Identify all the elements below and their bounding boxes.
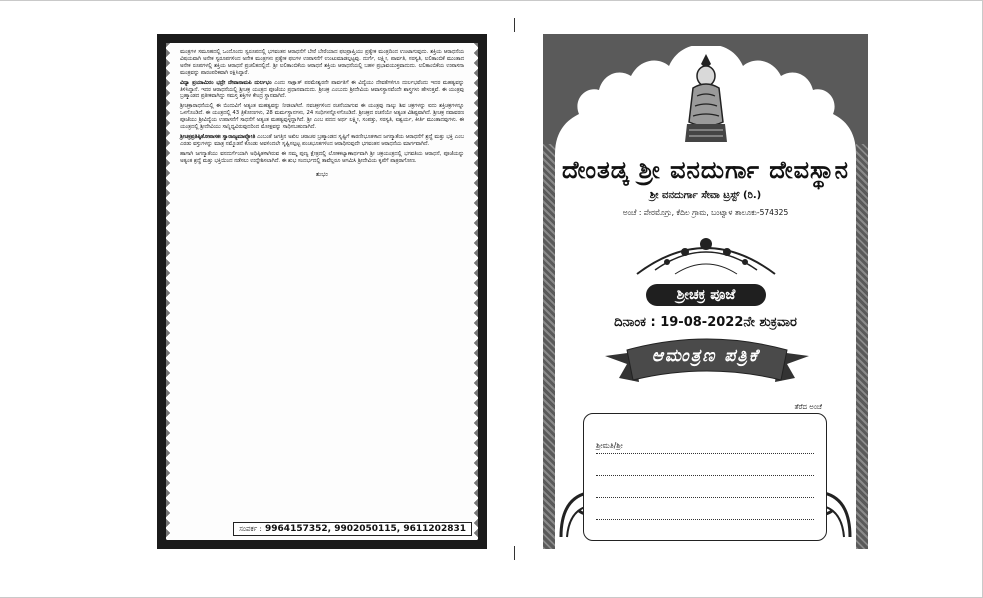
address-line bbox=[596, 476, 814, 498]
contact-label: ಸಂಪರ್ಕ : bbox=[239, 525, 262, 533]
paragraph-text: ಎಂಬಂತೆ ಜಗತ್ತಿನ ಅಖಿಲ ಚರಾಚರ ಬ್ರಹ್ಮಾಂಡದ ಸೃಷ್ಟಿಗೆ ಕಾರಣೀಭೂತಳಾದ ಜಗನ್ಮಾತೆಯ ಆರಾಧನೆಗೆ ಶ್ರದ್ಧೆ ಮತ್ತು ಭಕ್ತಿ ಎಂಬ ಎರಡು ವಸ್ತುಗಳನ್ನು ಮಾತ್ರ ನಮ್ಮೊಡನೆ ಕೊಂಡು ಅವಳಿಂದಲೇ ಸೃಷ್ಟಿಸಲ್ಪಟ್ಟ ಪಂಚಭೂತಗಳಿಂದ ಆರಾಧಿಸುವುದೇ ಭಗವಂತನ ಆರಾಧನೆಯ ಮಾರ್ಗವಾಗಿದೆ. bbox=[180, 133, 464, 147]
right-page-front bbox=[543, 34, 868, 549]
paragraph-lead: ವಿದ್ಯಾ ಪ್ರಯಾಮಿರಂ ಭದ್ರೇ ದೇವಾನಾಮಪಿ ದುರ್ಲಭಂ bbox=[180, 79, 272, 86]
contact-numbers: 9964157352, 9902050115, 9611202831 bbox=[265, 524, 466, 534]
floral-ornament bbox=[635, 230, 777, 276]
recipient-label: ಶ್ರೀಮತಿ/ಶ್ರೀ bbox=[596, 441, 623, 450]
event-date: ದಿನಾಂಕ : 19-08-2022ನೇ ಶುಕ್ರವಾರ bbox=[614, 315, 797, 330]
paragraph-1 bbox=[180, 49, 464, 77]
right-zigzag-border bbox=[471, 43, 478, 540]
left-page-content bbox=[166, 43, 478, 540]
top-frame-line bbox=[0, 0, 983, 1]
left-zigzag-border bbox=[166, 43, 173, 540]
paragraph-2 bbox=[180, 80, 464, 101]
recipient-address-box bbox=[583, 413, 827, 541]
trust-name: ಶ್ರೀ ವನದುರ್ಗಾ ಸೇವಾ ಟ್ರಸ್ಟ್ (ರಿ.) bbox=[649, 190, 762, 201]
closing-word: ಶುಭಂ bbox=[316, 170, 328, 178]
paragraph-text: ಹಾಗಾಗಿ ಜಗನ್ಮಾತೆಯು ವನದುರ್ಗೆಯಾಗಿ ಅಧಿಷ್ಠಿತಳಾಗಿರುವ ಈ ನಮ್ಮ ಪುಣ್ಯ ಕ್ಷೇತ್ರದಲ್ಲಿ ಲೋಕಕಲ್ಯಾಣಾರ್ಥವಾಗಿ ಶ್ರೀ ಚಕ್ರಯಂತ್ರದಲ್ಲಿ ಭಗವತಿಯ ಆರಾಧನೆ, ಪೂಜೆಯನ್ನು ಅತ್ಯಂತ ಶ್ರದ್ಧೆ ಮತ್ತು ಭಕ್ತಿಯಿಂದ ನಡೆಸಲು ಉದ್ದೇಶಿಸಲಾಗಿದೆ. ಈ ಶುಭ ಸಂದರ್ಭದಲ್ಲಿ ತಾವೆಲ್ಲರೂ ಆಗಮಿಸಿ ಶ್ರೀದೇವಿಯ ಕೃಪೆಗೆ ಪಾತ್ರರಾಗೋಣ. bbox=[180, 150, 464, 164]
sender-label: ತೆರೆದ ಅಂಚೆ bbox=[794, 403, 822, 411]
temple-address: ಅಂಚೆ : ಪೇರಮೊಗ್ರು, ಕೆದಿಲ ಗ್ರಾಮ, ಬಂಟ್ವಾಳ ತಾಲೂಕು-574325 bbox=[622, 208, 789, 217]
invitation-title: ಆಮಂತ್ರಣ ಪತ್ರಿಕೆ bbox=[651, 346, 760, 366]
paragraph-text: ಎಂದು ಸಾಕ್ಷಾತ್ ಪರಮೇಶ್ವರನೇ ಪಾರ್ವತಿಗೆ ಈ ವಿದ್ಯೆಯು ದೇವತೆಗಳಿಗೂ ದುರ್ಲಭವೆಂದು ಇದರ ಮಹತ್ವವನ್ನು ತಿಳಿಸಿದ್ದಾನೆ. ಇದರ ಆರಾಧನೆಯಲ್ಲಿ ಶ್ರೀಚಕ್ರ ಯಂತ್ರದ ಪೂಜೆಯು ಪ್ರಧಾನವಾದುದು. ಶ್ರೀಚಕ್ರ ಎಂಬುದು ಶ್ರೀದೇವಿಯ ಆವಾಸಸ್ಥಾನವೆಂದೇ ಶಾಸ್ತ್ರಗಳು ಹೇಳುತ್ತವೆ. ಈ ಯಂತ್ರವು ಬ್ರಹ್ಮಾಂಡದ ಪ್ರತೀಕವಾಗಿದ್ದು ಸಮಸ್ತ ಶಕ್ತಿಗಳ ಕೇಂದ್ರ ಸ್ಥಾನವಾಗಿದೆ. bbox=[180, 79, 465, 100]
left-page-back bbox=[157, 34, 487, 549]
crop-mark-top bbox=[514, 18, 515, 32]
paragraph-text: ಮಂತ್ರಗಳ ಸಮೂಹದಲ್ಲಿ ಒಂದೊಂದು ಸ್ವರೂಪದಲ್ಲಿ ಭಗವಂತನ ಆರಾಧನೆಗೆ ಬೇರೆ ಬೇರೆಯಾದ ಫಲಪ್ರಾಪ್ತಿಯು ಪ್ರತ್ಯೇಕ ಮಂತ್ರದಿಂದ ಉಂಟಾಗುವುದು. ಶಕ್ತಿಯ ಆರಾಧನೆಯ ವಿಷಯವಾಗಿ ಅನೇಕ ಸ್ವರೂಪಗಳಿಂದ ಅನೇಕ ಮಂತ್ರಗಳು ಪ್ರತ್ಯೇಕ ಫಲಗಳ ಉಪಾಸನೆಗೆ ಉಂಟುಮಾಡಲ್ಪಟ್ಟವು. ದುರ್ಗೆ, ಲಕ್ಷ್ಮೀ, ಪಾರ್ವತಿ, ಸರಸ್ವತಿ, ಲಲಿತಾಂಬಿಕೆ ಮುಂತಾದ ಅನೇಕ ರೂಪಗಳಲ್ಲಿ ಶಕ್ತಿಯ ಆರಾಧನೆ ಪ್ರಚಲಿತದಲ್ಲಿದೆ. ಶ್ರೀ ಲಲಿತಾಂಬಿಕೆಯ ಆರಾಧನೆ ಶಕ್ತಿಯ ಆರಾಧನೆಯಲ್ಲಿ ಬಹಳ ಪ್ರಭಾವಯುಕ್ತವಾದುದು. ಲಲಿತಾಂಬಿಕೆಯ ಉಪಾಸನಾ ಮಂತ್ರವನ್ನು ಪಾರಂಪರಿಕವಾಗಿ ರಕ್ಷಿಸಿದ್ದಾರೆ. bbox=[180, 49, 464, 76]
pooja-title: ಶ್ರೀಚಕ್ರ ಪೂಜೆ bbox=[646, 284, 766, 306]
deity-image bbox=[683, 52, 729, 148]
paragraph-lead: ಶ್ರೀಚಕ್ರಪ್ರತಿಷ್ಠಿತೋಪಾಸಕಃ ಸ್ವಾರಾಜ್ಯಮಾಪ್ನೋತಿ bbox=[180, 133, 256, 140]
paragraph-text: ಶ್ರೀಚಕ್ರಾರಾಧನೆಯಲ್ಲಿ ಈ ಬಿಂದುವಿಗೆ ಅತ್ಯಂತ ಮಹತ್ವವನ್ನು ನೀಡಲಾಗಿದೆ. ನವಚಕ್ರಗಳಿಂದ ರಚನೆಯಾಗುವ ಈ ಯಂತ್ರವು ನಾಲ್ಕು ಶಿವ ಚಕ್ರಗಳನ್ನು ಐದು ಶಕ್ತಿಚಕ್ರಗಳನ್ನೂ ಒಳಗೊಂಡಿದೆ. ಈ ಯಂತ್ರದಲ್ಲಿ 43 ತ್ರಿಕೋಣಗಳು, 28 ಮರ್ಮಸ್ಥಾನಗಳು, 24 ಸಂಧಿಗಳನ್ನೊಳಗೊಂಡಿದೆ. ಶ್ರೀಚಕ್ರದ ರಚನೆಯೇ ಅತ್ಯಂತ ವಿಶಿಷ್ಟವಾಗಿದೆ. ಶ್ರೀಚಕ್ರ ನವಾವರಣ ಪೂಜೆಯು ಶ್ರೀವಿದ್ಯೆಯ ಉಪಾಸನೆಗೆ ಸಾಧನೆಗೆ ಅತ್ಯಂತ ಮಹತ್ವವುಳ್ಳದ್ದಾಗಿದೆ. ಶ್ರೀ ಎಂಬ ಪದದ ಅರ್ಥ ಲಕ್ಷ್ಮೀ, ಸಂಪತ್ತು, ಸರಸ್ವತಿ, ಐಶ್ವರ್ಯ, ಕೀರ್ತಿ ಮುಂತಾದವುಗಳು. ಈ ಯಂತ್ರದಲ್ಲಿ ಶ್ರೀದೇವಿಯು ಸಾನ್ನಿಧ್ಯವಿರುವುದರಿಂದ ಮೋಕ್ಷವನ್ನು ಸಾಧಿಸಬಹುದಾಗಿದೆ. bbox=[180, 103, 464, 131]
contact-box bbox=[233, 522, 472, 536]
recipient-line bbox=[596, 432, 814, 454]
invitation-ribbon bbox=[605, 334, 809, 400]
crop-mark-bottom bbox=[514, 546, 515, 560]
paragraph-5 bbox=[180, 151, 464, 165]
paragraph-3 bbox=[180, 103, 464, 131]
paragraph-4 bbox=[180, 134, 464, 148]
temple-name: ದೇಂತಡ್ಕ ಶ್ರೀ ವನದುರ್ಗಾ ದೇವಸ್ಥಾನ bbox=[561, 156, 850, 184]
address-line bbox=[596, 454, 814, 476]
address-line bbox=[596, 498, 814, 520]
